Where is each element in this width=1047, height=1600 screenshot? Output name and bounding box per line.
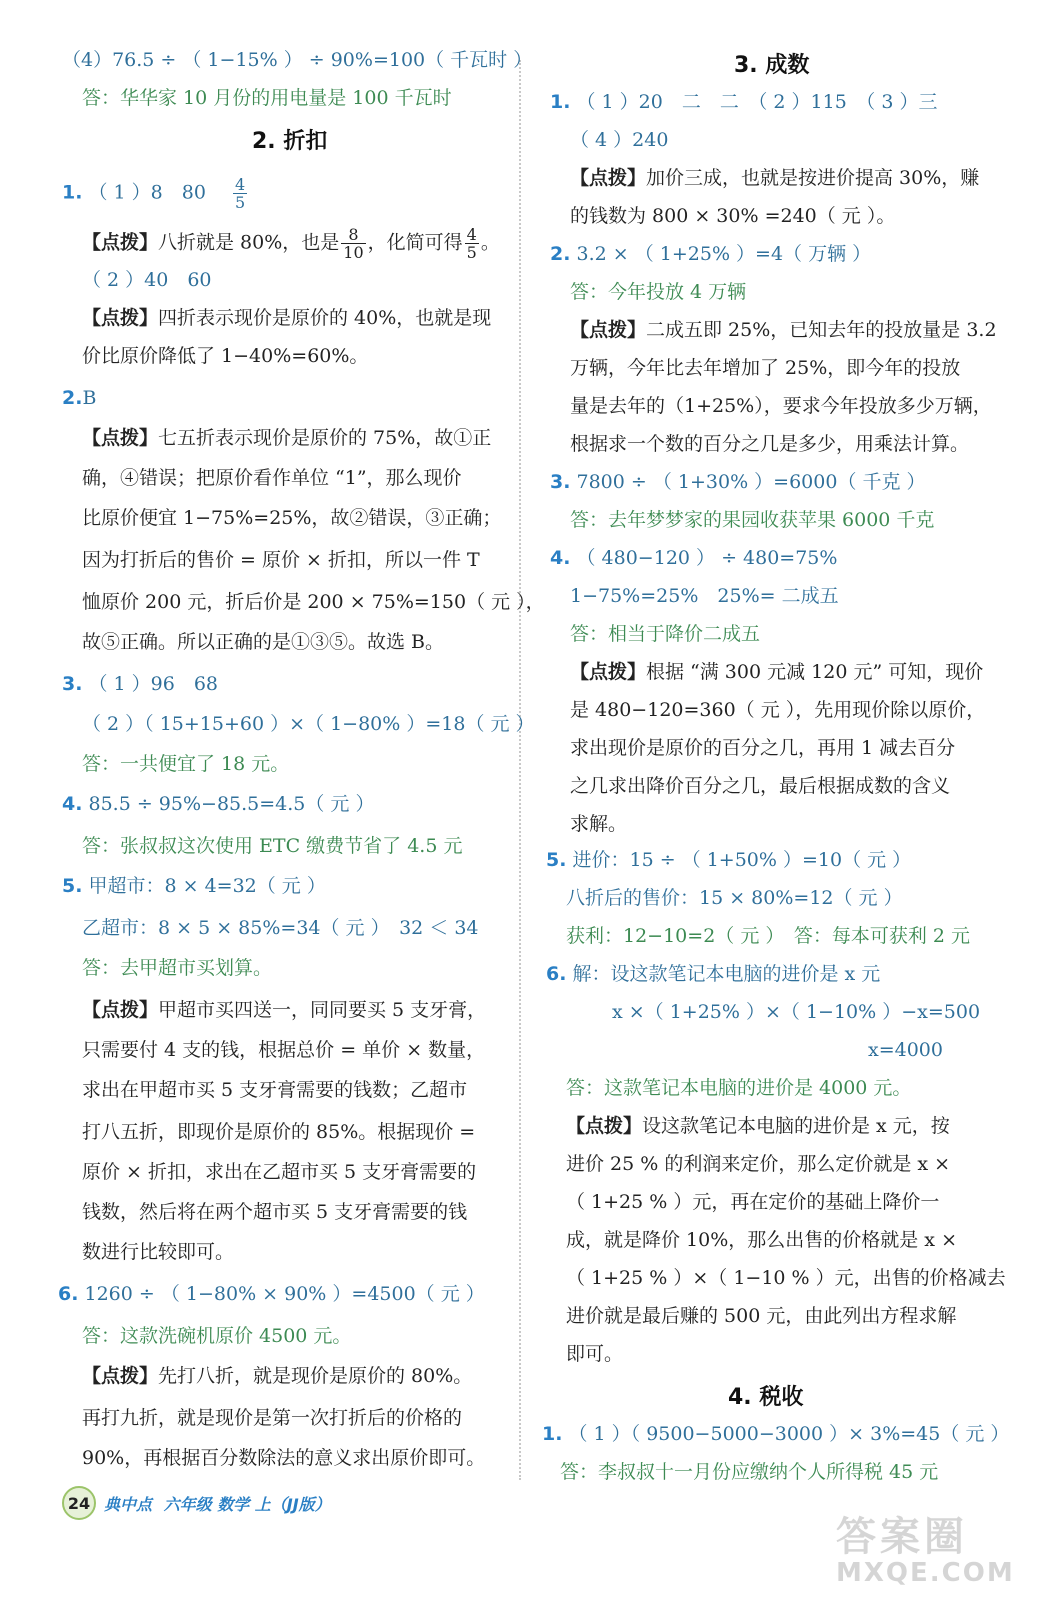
- tip-label: 【点拨】: [570, 167, 647, 189]
- work-line: （4）76.5 ÷ （ 1−15% ） ÷ 90%=100（ 千瓦时 ）: [62, 49, 533, 71]
- work-line: 1−75%=25% 25%= 二成五: [570, 585, 839, 607]
- section-title-tax: 4. 税收: [728, 1385, 804, 1410]
- work-line: 3.2 × （ 1+25% ）=4（ 万辆 ）: [576, 243, 872, 265]
- question-number: 6.: [546, 963, 567, 985]
- answer-text: B: [82, 387, 97, 409]
- question-number: 1.: [542, 1423, 563, 1445]
- tip-line: 【点拨】二成五即 25%，已知去年的投放量是 3.2: [570, 319, 997, 341]
- answer-text: （ 1 ）8 80: [88, 181, 225, 204]
- question-number: 1.: [62, 181, 83, 204]
- fraction: $\frac{8}{10}$: [343, 225, 364, 262]
- answer-line: 答：李叔叔十一月份应缴纳个人所得税 45 元: [560, 1461, 939, 1483]
- tip-label: 【点拨】: [566, 1115, 643, 1137]
- question-number: 5.: [546, 849, 567, 871]
- answer-line: 答：一共便宜了 18 元。: [82, 753, 290, 775]
- work-line: 85.5 ÷ 95%−85.5=4.5（ 元 ）: [88, 793, 375, 815]
- brand-mark: 典中点: [104, 1494, 153, 1514]
- work-line: （ 480−120 ） ÷ 480=75%: [576, 547, 838, 569]
- tip-line: 再打九折，就是现价是第一次打折后的价格的: [82, 1407, 463, 1429]
- section-title-ratio: 3. 成数: [734, 53, 810, 78]
- section-title-discount: 2. 折扣: [252, 129, 328, 154]
- tip-line: 【点拨】先打八折，就是现价是原价的 80%。: [82, 1365, 473, 1387]
- tip-line: 比原价便宜 1−75%=25%，故②错误，③正确；: [82, 507, 502, 529]
- answer-line: 答：这款笔记本电脑的进价是 4000 元。: [566, 1077, 912, 1099]
- tip-label: 【点拨】: [570, 319, 647, 341]
- tip-line: 故⑤正确。所以正确的是①③⑤。故选 B。: [82, 631, 445, 653]
- tip-line: 的钱数为 800 × 30% =240（ 元 ）。: [570, 205, 896, 227]
- question-5: [62, 872, 326, 900]
- work-line: （ 1 ）（ 9500−5000−3000 ）× 3%=45（ 元 ）: [568, 1423, 1010, 1445]
- tip-line: 原价 × 折扣，求出在乙超市买 5 支牙膏需要的: [82, 1161, 477, 1183]
- watermark-url: MXQE.COM: [836, 1558, 1015, 1588]
- tip-line: 求出现价是原价的百分之几，再用 1 减去百分: [570, 737, 956, 759]
- page-number: 24: [62, 1486, 96, 1520]
- question-3: [550, 468, 926, 496]
- column-divider: [519, 60, 521, 1480]
- equation-result: x=4000: [868, 1039, 943, 1061]
- question-number: 6.: [58, 1283, 79, 1305]
- question-1: [550, 88, 937, 116]
- tip-line: 确，④错误；把原价看作单位 “1”，那么现价: [82, 467, 462, 489]
- tip-line: 90%，再根据百分数除法的意义求出原价即可。: [82, 1447, 486, 1469]
- tip-line: 根据求一个数的百分之几是多少，用乘法计算。: [570, 433, 970, 455]
- question-number: 4.: [62, 793, 83, 815]
- tip-line: 求解。: [570, 813, 628, 835]
- answer-line: 答：去年梦梦家的果园收获苹果 6000 千克: [570, 509, 935, 531]
- question-6: [546, 960, 880, 988]
- answer-line: 答：今年投放 4 万辆: [570, 281, 747, 303]
- tip-line: 【点拨】七五折表示现价是原价的 75%，故①正: [82, 427, 492, 449]
- tip-line: 【点拨】加价三成，也就是按进价提高 30%，赚: [570, 167, 980, 189]
- tip-line: 量是去年的（1+25%），要求今年投放多少万辆，: [570, 395, 992, 417]
- question-number: 2.: [550, 243, 571, 265]
- answer-text: （ 1 ）20 二 二 （ 2 ）115 （ 3 ）三: [576, 91, 938, 113]
- tip-label: 【点拨】: [82, 231, 159, 254]
- answer-line: 答：华华家 10 月份的用电量是 100 千瓦时: [82, 87, 452, 109]
- work-line: 7800 ÷ （ 1+30% ）=6000（ 千克 ）: [576, 471, 926, 493]
- question-2: [62, 384, 96, 412]
- page-footer: [62, 1486, 331, 1520]
- book-title: [104, 1492, 331, 1515]
- tip-line: 进价就是最后赚的 500 元，由此列出方程求解: [566, 1305, 957, 1327]
- work-line: 乙超市：8 × 5 × 85%=34（ 元 ） 32 ＜ 34: [82, 917, 479, 939]
- tip-line: 因为打折后的售价 = 原价 × 折扣，所以一件 T: [82, 549, 480, 571]
- question-5: [546, 846, 911, 874]
- tip-line: 万辆，今年比去年增加了 25%，即今年的投放: [570, 357, 961, 379]
- watermark-text: 答案圈: [836, 1514, 968, 1560]
- tip-line: （ 1+25 % ）元，再在定价的基础上降价一: [566, 1191, 940, 1213]
- question-number: 3.: [62, 673, 83, 695]
- answer-line: 答：这款洗碗机原价 4500 元。: [82, 1325, 352, 1347]
- question-1: [62, 176, 249, 211]
- fraction: $\frac{4}{5}$: [466, 225, 477, 262]
- question-number: 1.: [550, 91, 571, 113]
- answer-line: 答：相当于降价二成五: [570, 623, 761, 645]
- tip-line: 数进行比较即可。: [82, 1241, 235, 1263]
- tip-line: 打八五折，即现价是原价的 85%。根据现价 =: [82, 1121, 476, 1143]
- work-line: 1260 ÷ （ 1−80% × 90% ）=4500（ 元 ）: [84, 1283, 485, 1305]
- tip-line: 【点拨】四折表示现价是原价的 40%，也就是现: [82, 307, 492, 329]
- question-2: [550, 240, 871, 268]
- fraction: $\frac{4}{5}$: [234, 175, 246, 212]
- tip-label: 【点拨】: [82, 427, 159, 449]
- question-4: [550, 544, 837, 572]
- tip-line: 之几求出降价百分之几，最后根据成数的含义: [570, 775, 951, 797]
- tip-line: 进价 25 % 的利润来定价，那么定价就是 x ×: [566, 1153, 951, 1175]
- question-6: [58, 1280, 485, 1308]
- tip-line: 【点拨】根据 “满 300 元减 120 元” 可知，现价: [570, 661, 984, 683]
- tip-line: 价比原价降低了 1−40%=60%。: [82, 345, 369, 367]
- question-3: [62, 670, 218, 698]
- tip-line: 求出在甲超市买 5 支牙膏需要的钱数；乙超市: [82, 1079, 468, 1101]
- watermark-logo: [836, 1505, 1026, 1593]
- equation-line: x ×（ 1+25% ）×（ 1−10% ）−x=500: [612, 1001, 981, 1023]
- tip-label: 【点拨】: [82, 1365, 159, 1387]
- tip-label: 【点拨】: [82, 999, 159, 1021]
- work-line: 甲超市：8 × 4=32（ 元 ）: [88, 875, 326, 897]
- answer-line: 答：去甲超市买划算。: [82, 957, 273, 979]
- subject-label: 数学 上（JJ版）: [217, 1494, 331, 1514]
- tip-label: 【点拨】: [570, 661, 647, 683]
- answer-line: 获利：12−10=2（ 元 ） 答：每本可获利 2 元: [566, 925, 971, 947]
- tip-line: 【点拨】设这款笔记本电脑的进价是 x 元，按: [566, 1115, 950, 1137]
- tip-line: 【点拨】甲超市买四送一，同同要买 5 支牙膏，: [82, 999, 487, 1021]
- tip-line: 恤原价 200 元，折后价是 200 × 75%=150（ 元 ），: [82, 591, 545, 613]
- question-number: 2.: [62, 387, 83, 409]
- answer-text: （ 1 ）96 68: [88, 673, 219, 695]
- tip-line: 只需要付 4 支的钱，根据总价 = 单价 × 数量，: [82, 1039, 486, 1061]
- question-number: 3.: [550, 471, 571, 493]
- tip-line: 钱数，然后将在两个超市买 5 支牙膏需要的钱: [82, 1201, 468, 1223]
- question-number: 5.: [62, 875, 83, 897]
- work-line: 八折后的售价：15 × 80%=12（ 元 ）: [566, 887, 903, 909]
- question-4: [62, 790, 374, 818]
- question-number: 4.: [550, 547, 571, 569]
- answer-text: （ 2 ）40 60: [82, 269, 212, 291]
- answer-text: （ 4 ）240: [570, 129, 669, 151]
- tip-line: 是 480−120=360（ 元 ），先用现价除以原价，: [570, 699, 986, 721]
- tip-line: 成，就是降价 10%，那么出售的价格就是 x ×: [566, 1229, 957, 1251]
- grade-label: 六年级: [163, 1494, 212, 1514]
- tip-line: 即可。: [566, 1343, 624, 1365]
- answer-line: 答：张叔叔这次使用 ETC 缴费节省了 4.5 元: [82, 835, 463, 857]
- tip-line: 【点拨】八折就是 80%，也是 $\frac{8}{10}$ ，化简可得 $\frac{4}{5}$ 。: [82, 225, 500, 262]
- tip-label: 【点拨】: [82, 307, 159, 329]
- question-1: [542, 1420, 1009, 1448]
- tip-line: （ 1+25 % ）×（ 1−10 % ）元，出售的价格减去: [566, 1267, 1006, 1289]
- work-line: 解：设这款笔记本电脑的进价是 x 元: [572, 963, 881, 985]
- work-line: 进价：15 ÷ （ 1+50% ）=10（ 元 ）: [572, 849, 912, 871]
- work-line: （ 2 ）（ 15+15+60 ）×（ 1−80% ）=18（ 元 ）: [82, 713, 535, 735]
